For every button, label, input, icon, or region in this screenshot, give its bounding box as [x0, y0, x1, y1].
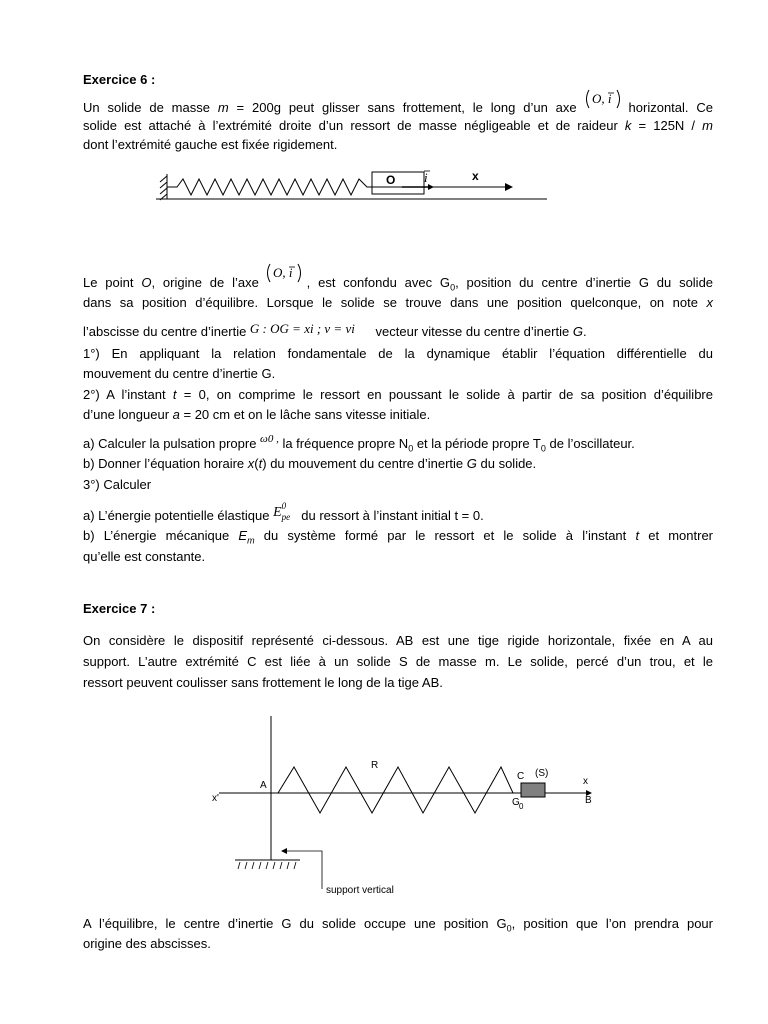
ex7-intro-line-2: support. L’autre extrémité C est liée à un solide S de masse m. Le solide, percé d’un trou, et le [83, 654, 713, 669]
question-2-line-1: 2°) A l’instant t = 0, on comprime le ressort en poussant le solide à partir de sa position d’équilibre [83, 387, 713, 402]
solid-block [372, 172, 424, 194]
axis-oi-symbol-1 [583, 88, 623, 112]
exercise-7-title: Exercice 7 : [83, 601, 156, 616]
ex7-intro-line-1: On considère le dispositif représenté ci-dessous. AB est une tige rigide horizontale, fixée en A au [83, 633, 713, 648]
spring [167, 179, 372, 195]
ex7-intro-line-3: ressort peuvent coulisser sans frottement le long de la tige AB. [83, 675, 443, 690]
label-C: C [517, 771, 525, 782]
ex6-para2-line-3: l’abscisse du centre d’inertie G : OG = xi ; v = vi vecteur vitesse du centre d’inertie G. [83, 321, 587, 339]
question-1-line-1: 1°) En appliquant la relation fondamentale de la dynamique établir l’équation différentielle du [83, 346, 713, 361]
support-pointer-line [287, 851, 322, 889]
label-O: O [386, 173, 396, 187]
question-2b: b) Donner l’équation horaire x(t) du mouvement du centre d’inertie G du solide. [83, 456, 537, 471]
ex6-para2-line-1: Le point O, origine de l’axe , est confondu avec $G_0$, position du centre d’inertie G du solide [83, 275, 714, 293]
wall-hatching [160, 174, 167, 200]
label-B: B [585, 795, 592, 806]
position-velocity-equation: G : OG = xi ; v = vi [249, 321, 355, 336]
question-1-line-2: mouvement du centre d’inertie G. [83, 366, 276, 381]
label-G0-subscript: 0 [519, 802, 524, 811]
label-G0: G [512, 797, 520, 808]
label-support-vertical: support vertical [326, 885, 394, 896]
figure-spring-rod-device [205, 712, 605, 898]
question-2a: a) Calculer la pulsation propre $^{\omega 0 ,}$ la fréquence propre $N_0$ et la période propre $T_0$ de l’oscillateur. [83, 433, 635, 454]
question-2-line-2: d’une longueur a = 20 cm et on le lâche sans vitesse initiale. [83, 407, 431, 422]
solid-s [521, 783, 545, 797]
support-pointer-arrowhead [281, 848, 287, 854]
label-i: i [424, 170, 428, 185]
ex7-equilibrium-line-1: A l’équilibre, le centre d’inertie G du solide occupe une position $G_0$, position que l’on prendra pour [83, 916, 713, 934]
spring-r [271, 767, 523, 813]
ex6-intro-line-2: solide est attaché à l’extrémité droite d’un ressort de masse négligeable et de raideur k = 125N / m [83, 118, 713, 133]
ex6-intro-line-3: dont l’extrémité gauche est fixée rigidement. [83, 137, 338, 152]
svg-text:O, i: O, i [592, 91, 612, 106]
label-x: x [472, 169, 479, 183]
ex6-intro-line-1: Un solide de masse m = 200g peut glisser sans frottement, le long d’un axe horizontal. Ce [83, 100, 714, 115]
ex6-para2-line-2: dans sa position d’équilibre. Lorsque le solide se trouve dans une position quelconque, on note x [83, 295, 713, 310]
svg-text:O, i: O, i [273, 265, 293, 280]
label-S: (S) [535, 768, 549, 779]
x-axis-arrowhead [505, 183, 513, 191]
label-A: A [260, 780, 267, 791]
exercise-6-title: Exercice 6 : [83, 72, 156, 87]
question-3b-line-2: qu’elle est constante. [83, 549, 206, 564]
question-3: 3°) Calculer [83, 477, 152, 492]
unit-vector-arrowhead [428, 184, 434, 190]
floor-hatching [238, 862, 296, 869]
axis-oi-symbol-2 [264, 262, 304, 286]
ex7-equilibrium-line-2: origine des abscisses. [83, 936, 211, 951]
label-x-prime: x' [212, 793, 219, 804]
question-3a: a) L’énergie potentielle élastique E 0 pe du ressort à l’instant initial t = 0. [83, 501, 484, 523]
label-x-right: x [583, 776, 588, 787]
label-R: R [371, 760, 379, 771]
figure-spring-block-horizontal [150, 162, 550, 202]
question-3b-line-1: b) L’énergie mécanique $E_m$ du système formé par le ressort et le solide à l’instant t et montrer [83, 528, 714, 546]
